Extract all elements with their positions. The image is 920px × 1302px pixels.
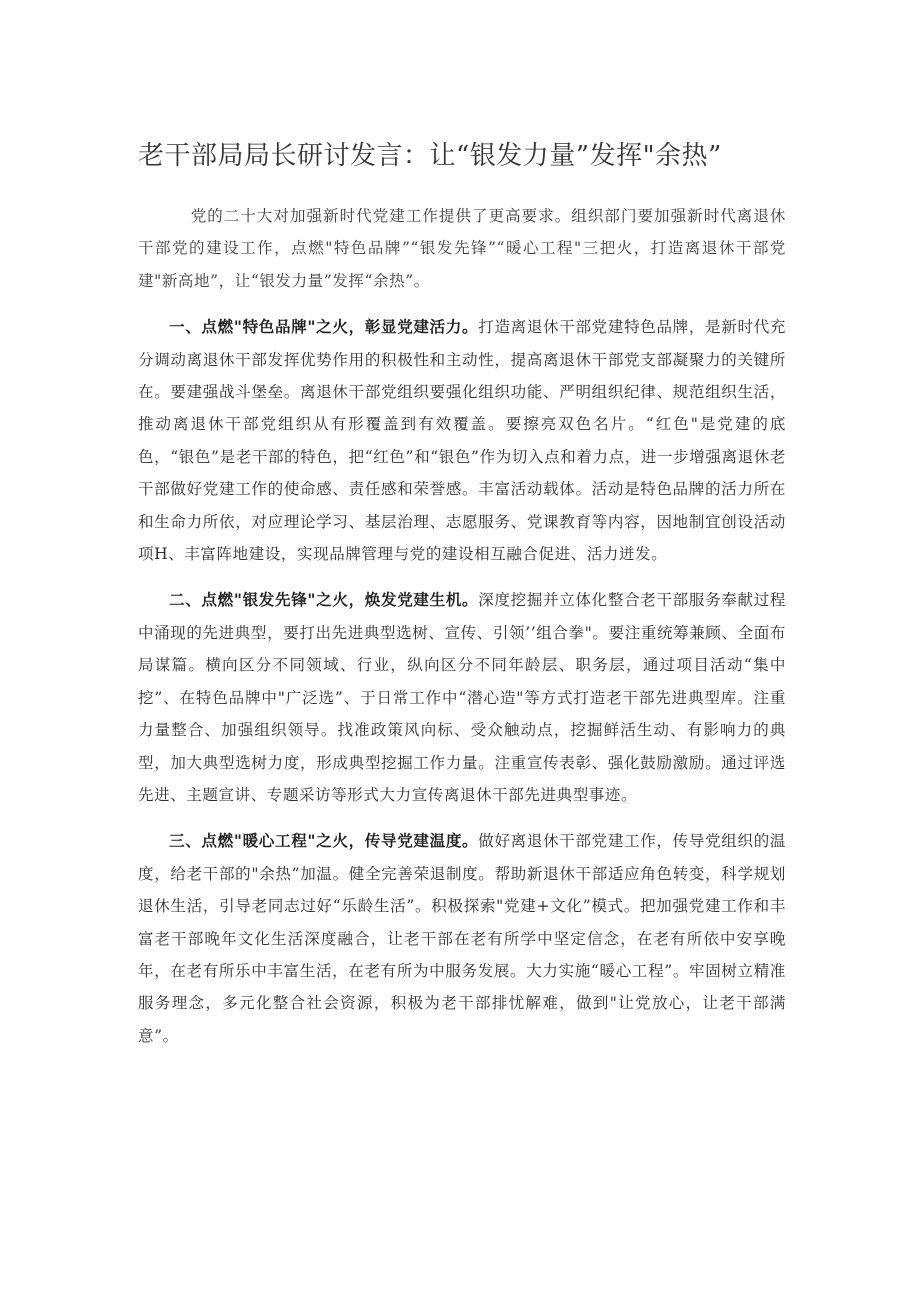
section-text-2: 深度挖掘并立体化整合老干部服务奉献过程中涌现的先进典型，要打出先进典型选树、宣传、引领’’组合拳"。要注重统筹兼顾、全面布局谋篇。横向区分不同领域、行业，纵向区分不同年龄层、职务层，通过项目活动“集中挖”、在特色品牌中"广泛选”、于日常工作中“潜心造"等方式打造老干部先进典型库。注重力量整合、加强组织领导。找准政策风向标、受众触动点，挖掘鲜活生动、有影响力的典型，加大典型选树力度，形成典型挖掘工作力量。注重宣传表彰、强化鼓励激励。通过评选先进、主题宣讲、专题采访等形式大力宣传离退休干部先进典型事迹。 (138, 591, 787, 804)
section-paragraph-3 (138, 825, 786, 1052)
section-heading-1: 一、点燃"特色品牌"之火，彰显党建活力。 (169, 317, 479, 337)
section-paragraph-1 (138, 311, 786, 570)
section-heading-3: 三、点燃"暖心工程"之火，传导党建温度。 (169, 831, 479, 851)
document-title: 老干部局局长研讨发言：让“银发力量”发挥"余热” (138, 141, 722, 171)
document-body (138, 200, 786, 1066)
section-paragraph-2 (138, 584, 786, 811)
section-text-1: 打造离退休干部党建特色品牌，是新时代充分调动离退休干部发挥优势作用的积极性和主动性，提高离退休干部党支部凝聚力的关键所在。要建强战斗堡垒。离退休干部党组织要强化组织功能、严明组织纪律、规范组织生活，推动离退休干部党组织从有形覆盖到有效覆盖。要擦亮双色名片。“红色"是党建的底色，“银色”是老干部的特色，把“红色”和“银色”作为切入点和着力点，进一步增强离退休老干部做好党建工作的使命感、责任感和荣誉感。丰富活动载体。活动是特色品牌的活力所在和生命力所依，对应理论学习、基层治理、志愿服务、党课教育等内容，因地制宜创设活动项H、丰富阵地建设，实现品牌管理与党的建设相互融合促进、活力迸发。 (138, 318, 787, 564)
section-heading-2: 二、点燃"银发先锋"之火，焕发党建生机。 (169, 590, 479, 610)
intro-paragraph: 党的二十大对加强新时代党建工作提供了更高要求。组织部门要加强新时代离退休干部党的建设工作，点燃"特色品牌”“银发先锋”“暖心工程"三把火，打造离退休干部党建"新高地”，让“银发力量”发挥“余热”。 (138, 207, 786, 290)
section-text-3: 做好离退休干部党建工作，传导党组织的温度，给老干部的"余热”加温。健全完善荣退制度。帮助新退休干部适应角色转变，科学规划退休生活，引导老同志过好“乐龄生活”。积极探索"党建+文化”模式。把加强党建工作和丰富老干部晚年文化生活深度融合，让老干部在老有所学中坚定信念，在老有所依中安享晚年，在老有所乐中丰富生活，在老有所为中服务发展。大力实施“暖心工程”。牢固树立精准服务理念，多元化整合社会资源，积极为老干部排忧解难，做到"让党放心，让老干部满意”。 (138, 832, 787, 1045)
